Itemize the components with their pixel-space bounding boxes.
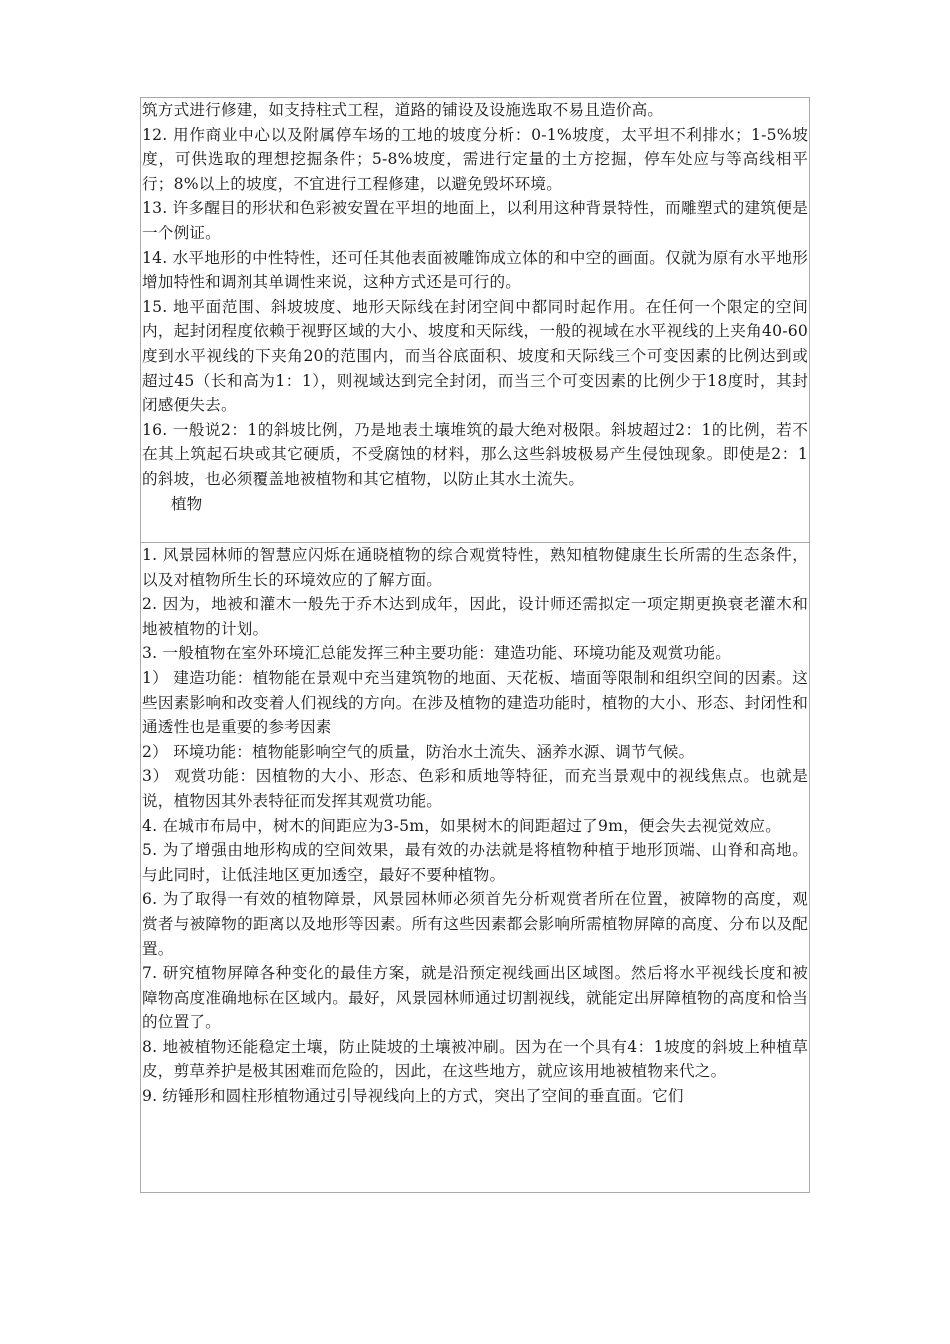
paragraph: 13. 许多醒目的形状和色彩被安置在平坦的地面上，以利用这种背景特性，而雕塑式的建筑便是一个例证。 xyxy=(142,199,808,242)
paragraph: 16. 一般说2：1的斜坡比例，乃是地表土壤堆筑的最大绝对极限。斜坡超过2：1的比例，若不在其上筑起石块或其它硬质，不受腐蚀的材料，那么这些斜坡极易产生侵蚀现象。即使是2：1的斜坡，也必须覆盖地被植物和其它植物，以防止其水土流失。 xyxy=(142,420,808,488)
text-block-terrain xyxy=(140,97,810,543)
paragraph: 筑方式进行修建，如支持柱式工程，道路的铺设及设施选取不易且造价高。 xyxy=(142,101,664,119)
paragraph: 3） 观赏功能：因植物的大小、形态、色彩和质地等特征，而充当景观中的视线焦点。也就是说，植物因其外表特征而发挥其观赏功能。 xyxy=(142,767,808,810)
paragraph: 9. 纺锤形和圆柱形植物通过引导视线向上的方式，突出了空间的垂直面。它们 xyxy=(142,1087,684,1106)
paragraph: 15. 地平面范围、斜坡坡度、地形天际线在封闭空间中都同时起作用。在任何一个限定的空间内，起封闭程度依赖于视野区域的大小、坡度和天际线，一般的视域在水平视线的上夹角40-60度到水平视线的下夹角20的范围内，而当谷底面积、坡度和天际线三个可变因素的比例达到或超过45（长和高为1：1），则视域达到完全封闭，而当三个可变因素的比例少于18度时，其封闭感便失去。 xyxy=(142,297,808,415)
section-heading: 植物 xyxy=(171,494,203,513)
paragraph: 14. 水平地形的中性特性，还可任其他表面被雕饰成立体的和中空的画面。仅就为原有水平地形增加特性和调剂其单调性来说，这种方式还是可行的。 xyxy=(142,248,808,292)
paragraph: 6. 为了取得一有效的植物障景，风景园林师必须首先分析观赏者所在位置，被障物的高度，观赏者与被障物的距离以及地形等因素。所有这些因素都会影响所需植物屏障的高度、分布以及配置。 xyxy=(142,890,808,958)
paragraph: 2. 因为，地被和灌木一般先于乔木达到成年，因此，设计师还需拟定一项定期更换衰老灌木和地被植物的计划。 xyxy=(142,595,808,638)
paragraph: 5. 为了增强由地形构成的空间效果，最有效的办法就是将植物种植于地形顶端、山脊和高地。与此同时，让低洼地区更加透空，最好不要种植物。 xyxy=(142,841,808,884)
document-page xyxy=(140,97,810,1193)
paragraph: 4. 在城市布局中，树木的间距应为3-5m，如果树木的间距超过了9m，便会失去视觉效应。 xyxy=(142,816,782,835)
paragraph: 8. 地被植物还能稳定土壤，防止陡坡的土壤被冲刷。因为在一个具有4：1坡度的斜坡上种植草皮，剪草养护是极其困难而危险的，因此，在这些地方，就应该用地被植物来代之。 xyxy=(142,1037,808,1081)
paragraph: 7. 研究植物屏障各种变化的最佳方案，就是沿预定视线画出区域图。然后将水平视线长度和被障物高度准确地标在区域内。最好，风景园林师通过切割视线，就能定出屏障植物的高度和恰当的位置了。 xyxy=(142,964,808,1032)
paragraph: 1. 风景园林师的智慧应闪烁在通晓植物的综合观赏特性，熟知植物健康生长所需的生态条件，以及对植物所生长的环境效应的了解方面。 xyxy=(142,546,808,589)
paragraph: 1） 建造功能：植物能在景观中充当建筑物的地面、天花板、墙面等限制和组织空间的因素。这些因素影响和改变着人们视线的方向。在涉及植物的建造功能时，植物的大小、形态、封闭性和通透性也是重要的参考因素 xyxy=(142,668,808,737)
text-block-plants xyxy=(140,543,810,1193)
paragraph: 12. 用作商业中心以及附属停车场的工地的坡度分析：0-1%坡度，太平坦不利排水；1-5%坡度，可供选取的理想挖掘条件；5-8%坡度，需进行定量的土方挖掘，停车处应与等高线相平行；8%以上的坡度，不宜进行工程修建，以避免毁坏环境。 xyxy=(142,125,808,193)
paragraph: 3. 一般植物在室外环境汇总能发挥三种主要功能：建造功能、环境功能及观赏功能。 xyxy=(142,644,732,663)
paragraph: 2） 环境功能：植物能影响空气的质量，防治水土流失、涵养水源、调节气候。 xyxy=(142,742,695,761)
